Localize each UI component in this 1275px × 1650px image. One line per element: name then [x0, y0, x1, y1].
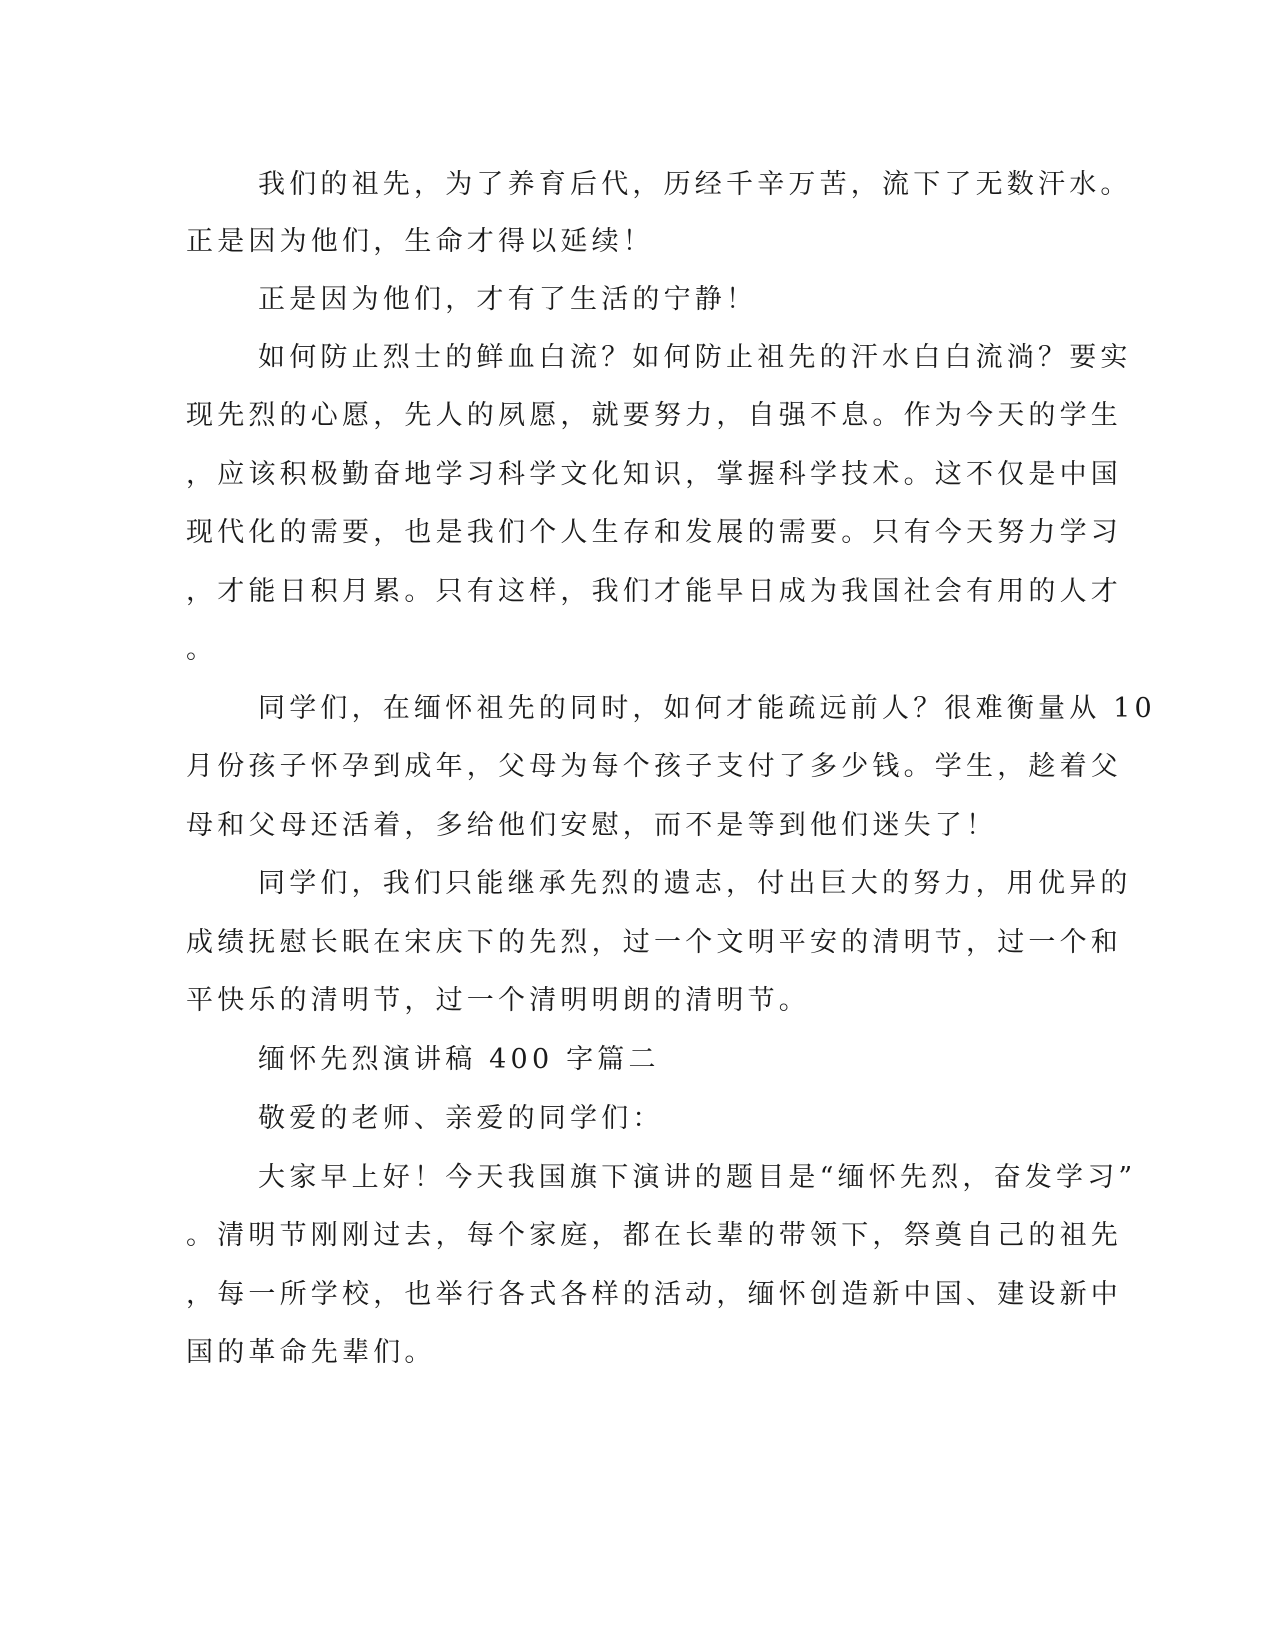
text-line: 成绩抚慰长眠在宋庆下的先烈，过一个文明平安的清明节，过一个和 [186, 927, 1122, 958]
text-line: 正是因为他们，才有了生活的宁静！ [258, 284, 758, 315]
section-heading: 缅怀先烈演讲稿 400 字篇二 [258, 1044, 660, 1075]
text-line: 同学们，我们只能继承先烈的遗志，付出巨大的努力，用优异的 [258, 868, 1132, 899]
text-line: 同学们，在缅怀祖先的同时，如何才能疏远前人？很难衡量从 10 [258, 693, 1156, 724]
text-line: 平快乐的清明节，过一个清明明朗的清明节。 [186, 985, 810, 1016]
text-line: ，每一所学校，也举行各式各样的活动，缅怀创造新中国、建设新中 [186, 1279, 1122, 1310]
text-line: ，应该积极勤奋地学习科学文化知识，掌握科学技术。这不仅是中国 [186, 459, 1122, 490]
text-line: ，才能日积月累。只有这样，我们才能早日成为我国社会有用的人才 [186, 576, 1122, 607]
text-line: 母和父母还活着，多给他们安慰，而不是等到他们迷失了！ [186, 810, 998, 841]
text-line: 大家早上好！今天我国旗下演讲的题目是“缅怀先烈，奋发学习” [258, 1162, 1137, 1193]
text-line: 。清明节刚刚过去，每个家庭，都在长辈的带领下，祭奠自己的祖先 [186, 1220, 1122, 1251]
salutation: 敬爱的老师、亲爱的同学们： [258, 1103, 664, 1134]
text-line: 现代化的需要，也是我们个人生存和发展的需要。只有今天努力学习 [186, 517, 1122, 548]
text-line: 现先烈的心愿，先人的夙愿，就要努力，自强不息。作为今天的学生 [186, 400, 1122, 431]
text-line: 我们的祖先，为了养育后代，历经千辛万苦，流下了无数汗水。 [258, 169, 1132, 200]
text-line: 如何防止烈士的鲜血白流？如何防止祖先的汗水白白流淌？要实 [258, 342, 1132, 373]
text-line: 正是因为他们，生命才得以延续！ [186, 226, 654, 257]
text-line: 月份孩子怀孕到成年，父母为每个孩子支付了多少钱。学生，趁着父 [186, 751, 1122, 782]
text-line: 。 [186, 634, 218, 665]
text-line: 国的革命先辈们。 [186, 1337, 436, 1368]
